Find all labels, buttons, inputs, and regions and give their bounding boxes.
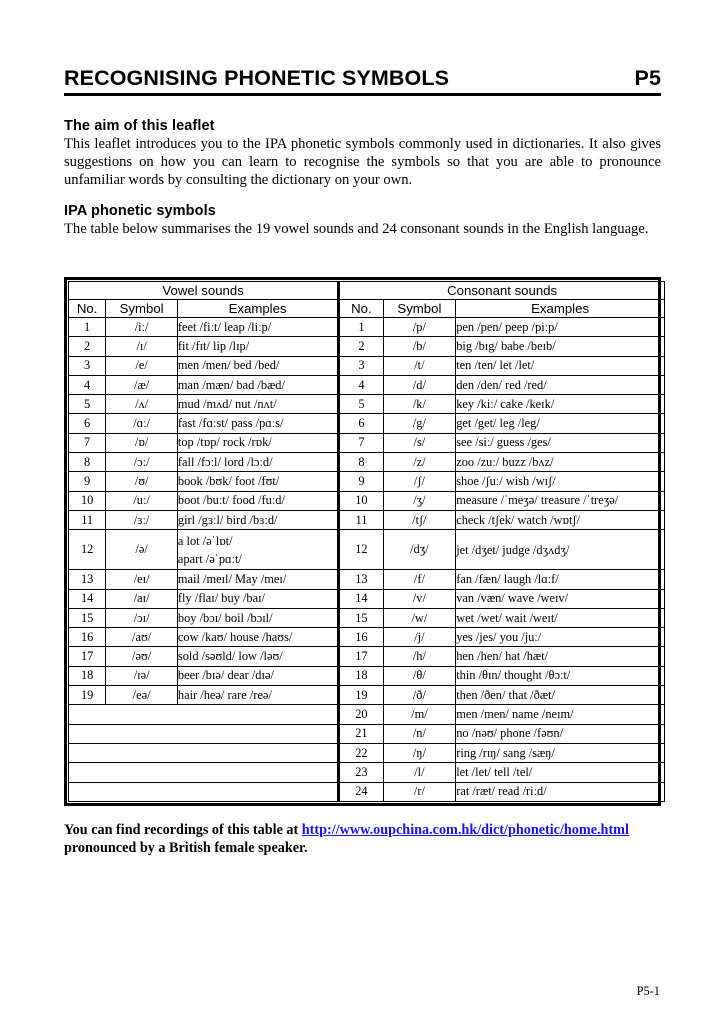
vowel-no: 18 — [69, 666, 106, 685]
consonant-examples: rat /ræt/ read /riːd/ — [456, 782, 665, 801]
vowel-empty-cell — [69, 763, 339, 782]
consonant-symbol: /z/ — [383, 453, 456, 472]
vowel-symbol: /ɔː/ — [106, 453, 178, 472]
vowel-symbol: /ɔɪ/ — [106, 608, 178, 627]
vowel-symbol: /ɪə/ — [106, 666, 178, 685]
consonant-no: 22 — [339, 743, 383, 762]
phonetic-symbols-table — [68, 281, 665, 802]
vowel-no: 10 — [69, 491, 106, 510]
group-header-vowel: Vowel sounds — [69, 282, 339, 300]
vowel-examples: fit /fɪt/ lip /lɪp/ — [177, 337, 338, 356]
consonant-symbol: /ʒ/ — [383, 491, 456, 510]
vowel-symbol: /eə/ — [106, 686, 178, 705]
consonant-examples: ring /rɪŋ/ sang /sæŋ/ — [456, 743, 665, 762]
consonant-no: 8 — [339, 453, 383, 472]
column-header-vowel-examples: Examples — [177, 300, 338, 318]
consonant-symbol: /tʃ/ — [383, 510, 456, 529]
group-header-row — [69, 282, 665, 300]
section-aim-body: This leaflet introduces you to the IPA phonetic symbols commonly used in dictionaries. It also gives suggestions on how you can learn to recognise the symbols so that you are able to pronounce unfamiliar words by consulting the dictionary on your own. — [64, 136, 661, 189]
column-header-consonant-examples: Examples — [456, 300, 665, 318]
consonant-examples: hen /hen/ hat /hæt/ — [456, 647, 665, 666]
vowel-examples: boot /buːt/ food /fuːd/ — [177, 491, 338, 510]
consonant-examples: check /tʃek/ watch /wɒtʃ/ — [456, 510, 665, 529]
section-ipa-heading: IPA phonetic symbols — [64, 203, 216, 219]
vowel-no: 7 — [69, 433, 106, 452]
vowel-symbol: /ʊ/ — [106, 472, 178, 491]
consonant-examples: zoo /zuː/ buzz /bʌz/ — [456, 453, 665, 472]
vowel-examples: fly /flaɪ/ buy /baɪ/ — [177, 589, 338, 608]
vowel-examples: mud /mʌd/ nut /nʌt/ — [177, 395, 338, 414]
recordings-note-tail: pronounced by a British female speaker. — [64, 839, 308, 856]
consonant-symbol: /ŋ/ — [383, 743, 456, 762]
consonant-no: 4 — [339, 375, 383, 394]
consonant-no: 9 — [339, 472, 383, 491]
consonant-symbol: /l/ — [383, 763, 456, 782]
vowel-no: 6 — [69, 414, 106, 433]
vowel-symbol: /æ/ — [106, 375, 178, 394]
table-row — [69, 356, 665, 375]
consonant-examples: see /siː/ guess /ges/ — [456, 433, 665, 452]
consonant-examples: jet /dʒet/ judge /dʒʌdʒ/ — [456, 530, 665, 570]
recordings-note-lead: You can find recordings of this table at — [64, 822, 302, 838]
consonant-examples: measure /ˈmeʒə/ treasure /ˈtreʒə/ — [456, 491, 665, 510]
vowel-symbol: /ɒ/ — [106, 433, 178, 452]
vowel-no: 13 — [69, 570, 106, 589]
vowel-symbol: /uː/ — [106, 491, 178, 510]
consonant-no: 12 — [339, 530, 383, 570]
consonant-symbol: /t/ — [383, 356, 456, 375]
table-row — [69, 666, 665, 685]
consonant-no: 19 — [339, 686, 383, 705]
column-header-row — [69, 300, 665, 318]
column-header-vowel-symbol: Symbol — [106, 300, 178, 318]
consonant-no: 18 — [339, 666, 383, 685]
section-ipa-body: The table below summarises the 19 vowel sounds and 24 consonant sounds in the English language. — [64, 221, 649, 237]
consonant-symbol: /g/ — [383, 414, 456, 433]
group-header-consonant: Consonant sounds — [339, 282, 665, 300]
consonant-examples: then /ðen/ that /ðæt/ — [456, 686, 665, 705]
vowel-no: 12 — [69, 530, 106, 570]
consonant-no: 3 — [339, 356, 383, 375]
consonant-no: 15 — [339, 608, 383, 627]
page-code: P5 — [634, 66, 661, 90]
page-title-bar — [64, 66, 661, 96]
consonant-no: 1 — [339, 318, 383, 337]
vowel-empty-cell — [69, 724, 339, 743]
section-aim — [64, 118, 661, 190]
consonant-symbol: /s/ — [383, 433, 456, 452]
vowel-no: 16 — [69, 628, 106, 647]
column-header-consonant-symbol: Symbol — [383, 300, 456, 318]
table-row — [69, 705, 665, 724]
table-head — [69, 282, 665, 318]
consonant-symbol: /j/ — [383, 628, 456, 647]
consonant-examples: wet /wet/ wait /weɪt/ — [456, 608, 665, 627]
consonant-examples: get /get/ leg /leg/ — [456, 414, 665, 433]
vowel-symbol: /ʌ/ — [106, 395, 178, 414]
consonant-no: 5 — [339, 395, 383, 414]
vowel-examples: top /tɒp/ rock /rɒk/ — [177, 433, 338, 452]
consonant-examples: thin /θɪn/ thought /θɔːt/ — [456, 666, 665, 685]
consonant-no: 6 — [339, 414, 383, 433]
table-row — [69, 337, 665, 356]
vowel-symbol: /ɑː/ — [106, 414, 178, 433]
table-row — [69, 647, 665, 666]
vowel-examples: book /bʊk/ foot /fʊt/ — [177, 472, 338, 491]
vowel-examples: men /men/ bed /bed/ — [177, 356, 338, 375]
consonant-symbol: /r/ — [383, 782, 456, 801]
table-row — [69, 743, 665, 762]
vowel-symbol: /ə/ — [106, 530, 178, 570]
consonant-symbol: /m/ — [383, 705, 456, 724]
vowel-examples: girl /gɜːl/ bird /bɜːd/ — [177, 510, 338, 529]
vowel-no: 3 — [69, 356, 106, 375]
vowel-examples: fall /fɔːl/ lord /lɔːd/ — [177, 453, 338, 472]
consonant-symbol: /v/ — [383, 589, 456, 608]
vowel-no: 14 — [69, 589, 106, 608]
column-header-consonant-no: No. — [339, 300, 383, 318]
phonetic-table-wrapper — [64, 277, 661, 806]
vowel-symbol: /ɪ/ — [106, 337, 178, 356]
vowel-examples: feet /fiːt/ leap /liːp/ — [177, 318, 338, 337]
vowel-empty-cell — [69, 782, 339, 801]
vowel-no: 17 — [69, 647, 106, 666]
phonetic-table-frame — [64, 277, 661, 806]
table-row — [69, 491, 665, 510]
vowel-symbol: /aɪ/ — [106, 589, 178, 608]
consonant-examples: den /den/ red /red/ — [456, 375, 665, 394]
section-aim-heading: The aim of this leaflet — [64, 118, 215, 134]
consonant-examples: men /men/ name /neɪm/ — [456, 705, 665, 724]
table-row — [69, 608, 665, 627]
vowel-symbol: /aʊ/ — [106, 628, 178, 647]
vowel-symbol: /iː/ — [106, 318, 178, 337]
vowel-no: 5 — [69, 395, 106, 414]
vowel-no: 1 — [69, 318, 106, 337]
consonant-no: 11 — [339, 510, 383, 529]
vowel-empty-cell — [69, 743, 339, 762]
table-row — [69, 395, 665, 414]
table-row — [69, 570, 665, 589]
page-title: RECOGNISING PHONETIC SYMBOLS — [64, 66, 450, 90]
consonant-examples: no /nəʊ/ phone /fəʊn/ — [456, 724, 665, 743]
consonant-symbol: /f/ — [383, 570, 456, 589]
vowel-examples: fast /fɑːst/ pass /pɑːs/ — [177, 414, 338, 433]
table-row — [69, 724, 665, 743]
consonant-symbol: /h/ — [383, 647, 456, 666]
consonant-symbol: /k/ — [383, 395, 456, 414]
consonant-symbol: /p/ — [383, 318, 456, 337]
table-body — [69, 318, 665, 802]
table-row — [69, 782, 665, 801]
consonant-examples: ten /ten/ let /let/ — [456, 356, 665, 375]
vowel-examples: cow /kaʊ/ house /haʊs/ — [177, 628, 338, 647]
section-ipa — [64, 203, 661, 238]
consonant-examples: van /væn/ wave /weɪv/ — [456, 589, 665, 608]
vowel-no: 15 — [69, 608, 106, 627]
vowel-empty-cell — [69, 705, 339, 724]
consonant-no: 24 — [339, 782, 383, 801]
consonant-no: 10 — [339, 491, 383, 510]
consonant-no: 2 — [339, 337, 383, 356]
consonant-examples: key /kiː/ cake /keɪk/ — [456, 395, 665, 414]
vowel-no: 4 — [69, 375, 106, 394]
vowel-no: 2 — [69, 337, 106, 356]
vowel-examples: man /mæn/ bad /bæd/ — [177, 375, 338, 394]
consonant-symbol: /ð/ — [383, 686, 456, 705]
table-row — [69, 414, 665, 433]
consonant-symbol: /θ/ — [383, 666, 456, 685]
vowel-examples: hair /heə/ rare /reə/ — [177, 686, 338, 705]
vowel-no: 9 — [69, 472, 106, 491]
vowel-examples: mail /meɪl/ May /meɪ/ — [177, 570, 338, 589]
table-row — [69, 686, 665, 705]
consonant-symbol: /ʃ/ — [383, 472, 456, 491]
vowel-examples: sold /səʊld/ low /ləʊ/ — [177, 647, 338, 666]
consonant-no: 23 — [339, 763, 383, 782]
consonant-no: 17 — [339, 647, 383, 666]
table-row — [69, 453, 665, 472]
table-row — [69, 433, 665, 452]
consonant-examples: big /bɪg/ babe /beɪb/ — [456, 337, 665, 356]
recordings-link[interactable]: http://www.oupchina.com.hk/dict/phonetic/home.html — [301, 822, 629, 838]
consonant-symbol: /n/ — [383, 724, 456, 743]
vowel-symbol: /ɜː/ — [106, 510, 178, 529]
vowel-no: 19 — [69, 686, 106, 705]
vowel-symbol: /e/ — [106, 356, 178, 375]
consonant-no: 13 — [339, 570, 383, 589]
consonant-no: 7 — [339, 433, 383, 452]
vowel-no: 11 — [69, 510, 106, 529]
consonant-symbol: /w/ — [383, 608, 456, 627]
consonant-examples: shoe /ʃuː/ wish /wɪʃ/ — [456, 472, 665, 491]
table-row — [69, 589, 665, 608]
recordings-note — [64, 822, 664, 857]
consonant-no: 16 — [339, 628, 383, 647]
consonant-examples: fan /fæn/ laugh /lɑːf/ — [456, 570, 665, 589]
vowel-examples: beer /bɪə/ dear /dɪə/ — [177, 666, 338, 685]
consonant-examples: yes /jes/ you /juː/ — [456, 628, 665, 647]
consonant-symbol: /b/ — [383, 337, 456, 356]
table-row — [69, 530, 665, 570]
column-header-vowel-no: No. — [69, 300, 106, 318]
vowel-examples: boy /bɔɪ/ boil /bɔɪl/ — [177, 608, 338, 627]
table-row — [69, 472, 665, 491]
consonant-examples: pen /pen/ peep /piːp/ — [456, 318, 665, 337]
consonant-symbol: /dʒ/ — [383, 530, 456, 570]
table-row — [69, 763, 665, 782]
consonant-no: 14 — [339, 589, 383, 608]
page-number: P5-1 — [636, 984, 660, 998]
table-row — [69, 375, 665, 394]
consonant-no: 21 — [339, 724, 383, 743]
table-row — [69, 628, 665, 647]
consonant-symbol: /d/ — [383, 375, 456, 394]
consonant-no: 20 — [339, 705, 383, 724]
vowel-symbol: /eɪ/ — [106, 570, 178, 589]
vowel-examples: a lot /əˈlɒt/ apart /əˈpɑːt/ — [177, 530, 338, 570]
table-row — [69, 318, 665, 337]
table-row — [69, 510, 665, 529]
consonant-examples: let /let/ tell /tel/ — [456, 763, 665, 782]
vowel-symbol: /əʊ/ — [106, 647, 178, 666]
vowel-no: 8 — [69, 453, 106, 472]
